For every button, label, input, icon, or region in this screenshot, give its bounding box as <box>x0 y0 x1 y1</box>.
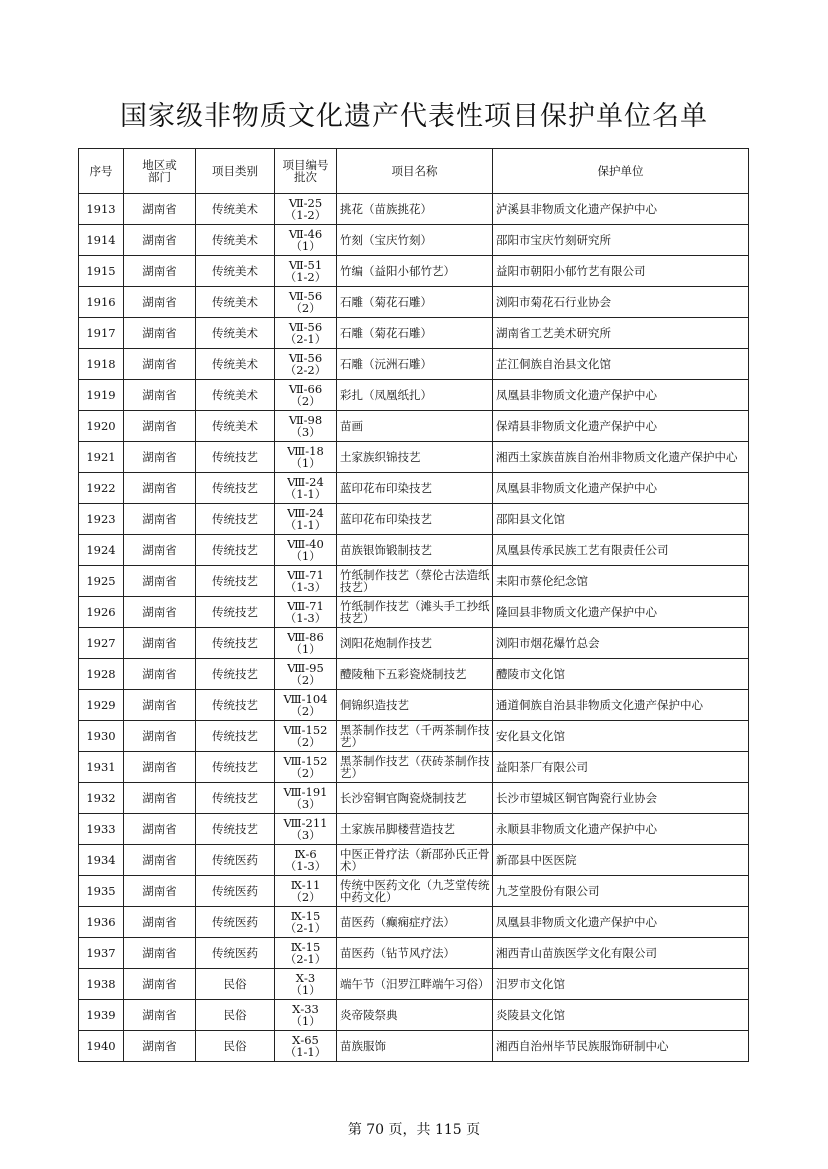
cell-code-number: Ⅷ-191 <box>283 785 328 799</box>
cell-code-number: Ⅸ-15 <box>290 940 321 954</box>
header-region-line2: 部门 <box>148 170 171 184</box>
cell-unit: 益阳茶厂有限公司 <box>493 752 749 783</box>
cell-code-batch: （1） <box>290 642 321 656</box>
cell-no: 1936 <box>79 907 124 938</box>
cell-code <box>275 473 337 504</box>
cell-no: 1935 <box>79 876 124 907</box>
cell-no: 1916 <box>79 287 124 318</box>
cell-code-batch: （3） <box>290 425 321 439</box>
cell-region: 湖南省 <box>124 442 196 473</box>
cell-unit: 凤凰县非物质文化遗产保护中心 <box>493 907 749 938</box>
cell-unit: 湘西土家族苗族自治州非物质文化遗产保护中心 <box>493 442 749 473</box>
cell-code-batch: （3） <box>290 797 321 811</box>
cell-code-batch: （1-3） <box>284 580 327 594</box>
cell-region: 湖南省 <box>124 318 196 349</box>
cell-name: 侗锦织造技艺 <box>337 690 493 721</box>
cell-code <box>275 721 337 752</box>
cell-category: 传统技艺 <box>196 659 275 690</box>
cell-code-batch: （1-1） <box>284 487 327 501</box>
cell-name: 黑茶制作技艺（茯砖茶制作技艺） <box>337 752 493 783</box>
cell-code <box>275 1000 337 1031</box>
table-row <box>79 287 749 318</box>
cell-name: 端午节（汨罗江畔端午习俗） <box>337 969 493 1000</box>
cell-category: 传统技艺 <box>196 504 275 535</box>
cell-no: 1913 <box>79 194 124 225</box>
cell-name: 蓝印花布印染技艺 <box>337 473 493 504</box>
cell-no: 1917 <box>79 318 124 349</box>
cell-region: 湖南省 <box>124 411 196 442</box>
cell-code-number: Ⅸ-11 <box>290 878 321 892</box>
cell-category: 民俗 <box>196 969 275 1000</box>
cell-no: 1929 <box>79 690 124 721</box>
cell-category: 传统医药 <box>196 907 275 938</box>
header-unit: 保护单位 <box>493 149 749 194</box>
cell-code <box>275 628 337 659</box>
table-row <box>79 969 749 1000</box>
header-name: 项目名称 <box>337 149 493 194</box>
cell-unit: 浏阳市烟花爆竹总会 <box>493 628 749 659</box>
table-row <box>79 225 749 256</box>
cell-no: 1926 <box>79 597 124 628</box>
cell-no: 1919 <box>79 380 124 411</box>
cell-code <box>275 814 337 845</box>
cell-unit: 凤凰县非物质文化遗产保护中心 <box>493 380 749 411</box>
table-row <box>79 659 749 690</box>
cell-name: 醴陵釉下五彩瓷烧制技艺 <box>337 659 493 690</box>
table-row <box>79 1031 749 1062</box>
cell-region: 湖南省 <box>124 535 196 566</box>
cell-code-batch: （1） <box>290 983 321 997</box>
cell-name: 竹刻（宝庆竹刻） <box>337 225 493 256</box>
cell-category: 传统美术 <box>196 225 275 256</box>
cell-no: 1915 <box>79 256 124 287</box>
cell-no: 1930 <box>79 721 124 752</box>
cell-unit: 湘西青山苗族医学文化有限公司 <box>493 938 749 969</box>
header-code-line2: 批次 <box>294 170 317 184</box>
cell-no: 1938 <box>79 969 124 1000</box>
table-row <box>79 1000 749 1031</box>
table-row <box>79 318 749 349</box>
cell-unit: 新邵县中医医院 <box>493 845 749 876</box>
cell-unit: 凤凰县非物质文化遗产保护中心 <box>493 473 749 504</box>
cell-code <box>275 194 337 225</box>
table-row <box>79 380 749 411</box>
cell-code-number: Ⅶ-25 <box>288 196 323 210</box>
cell-unit: 安化县文化馆 <box>493 721 749 752</box>
cell-code-batch: （2-1） <box>284 952 327 966</box>
cell-unit: 益阳市朝阳小郁竹艺有限公司 <box>493 256 749 287</box>
cell-name: 苗医药（钻节风疗法） <box>337 938 493 969</box>
cell-category: 传统美术 <box>196 411 275 442</box>
cell-no: 1940 <box>79 1031 124 1062</box>
cell-unit: 耒阳市蔡伦纪念馆 <box>493 566 749 597</box>
cell-no: 1927 <box>79 628 124 659</box>
cell-region: 湖南省 <box>124 752 196 783</box>
cell-code-number: Ⅷ-86 <box>287 630 324 644</box>
cell-code <box>275 969 337 1000</box>
table-row <box>79 690 749 721</box>
cell-region: 湖南省 <box>124 783 196 814</box>
cell-code-number: Ⅶ-56 <box>288 320 323 334</box>
cell-unit: 凤凰县传承民族工艺有限责任公司 <box>493 535 749 566</box>
cell-code-batch: （1） <box>290 1014 321 1028</box>
cell-region: 湖南省 <box>124 659 196 690</box>
cell-name: 中医正骨疗法（新邵孙氏正骨术） <box>337 845 493 876</box>
cell-code-batch: （2-1） <box>284 921 327 935</box>
table-row <box>79 876 749 907</box>
cell-code-number: Ⅷ-71 <box>287 568 324 582</box>
cell-no: 1932 <box>79 783 124 814</box>
table-row <box>79 783 749 814</box>
cell-category: 民俗 <box>196 1000 275 1031</box>
table-row <box>79 194 749 225</box>
cell-unit: 邵阳县文化馆 <box>493 504 749 535</box>
cell-code <box>275 845 337 876</box>
cell-name: 苗医药（癫痫症疗法） <box>337 907 493 938</box>
header-code-line1: 项目编号 <box>282 158 329 172</box>
cell-name: 石雕（沅洲石雕） <box>337 349 493 380</box>
cell-code-batch: （2-1） <box>284 332 327 346</box>
cell-code-batch: （1-2） <box>284 208 327 222</box>
cell-code-number: Ⅶ-46 <box>288 227 323 241</box>
table-row <box>79 411 749 442</box>
cell-region: 湖南省 <box>124 194 196 225</box>
cell-code-number: Ⅷ-24 <box>287 475 324 489</box>
cell-code <box>275 349 337 380</box>
header-code <box>275 149 337 194</box>
cell-name: 浏阳花炮制作技艺 <box>337 628 493 659</box>
cell-name: 石雕（菊花石雕） <box>337 318 493 349</box>
header-region <box>124 149 196 194</box>
cell-code <box>275 256 337 287</box>
cell-code <box>275 597 337 628</box>
cell-name: 彩扎（凤凰纸扎） <box>337 380 493 411</box>
cell-code-batch: （2） <box>290 673 321 687</box>
cell-code-number: Ⅶ-51 <box>288 258 323 272</box>
cell-region: 湖南省 <box>124 1000 196 1031</box>
cell-no: 1939 <box>79 1000 124 1031</box>
cell-code-batch: （1） <box>290 456 321 470</box>
cell-code-number: Ⅶ-66 <box>288 382 323 396</box>
cell-code-batch: （1-3） <box>284 859 327 873</box>
cell-code-number: Ⅹ-65 <box>292 1033 319 1047</box>
cell-name: 炎帝陵祭典 <box>337 1000 493 1031</box>
cell-no: 1925 <box>79 566 124 597</box>
cell-category: 传统技艺 <box>196 814 275 845</box>
cell-region: 湖南省 <box>124 628 196 659</box>
table-row <box>79 535 749 566</box>
cell-region: 湖南省 <box>124 690 196 721</box>
cell-code-number: Ⅸ-6 <box>294 847 317 861</box>
cell-name: 长沙窑铜官陶瓷烧制技艺 <box>337 783 493 814</box>
cell-code-number: Ⅷ-211 <box>283 816 328 830</box>
cell-name: 苗画 <box>337 411 493 442</box>
cell-category: 传统技艺 <box>196 442 275 473</box>
table-row <box>79 597 749 628</box>
cell-region: 湖南省 <box>124 287 196 318</box>
cell-no: 1928 <box>79 659 124 690</box>
cell-category: 传统医药 <box>196 938 275 969</box>
cell-unit: 炎陵县文化馆 <box>493 1000 749 1031</box>
cell-category: 传统美术 <box>196 380 275 411</box>
cell-code-batch: （1） <box>290 549 321 563</box>
cell-unit: 汨罗市文化馆 <box>493 969 749 1000</box>
cell-code-batch: （3） <box>290 828 321 842</box>
cell-unit: 保靖县非物质文化遗产保护中心 <box>493 411 749 442</box>
cell-region: 湖南省 <box>124 597 196 628</box>
cell-name: 竹编（益阳小郁竹艺） <box>337 256 493 287</box>
cell-region: 湖南省 <box>124 938 196 969</box>
cell-region: 湖南省 <box>124 969 196 1000</box>
cell-category: 传统技艺 <box>196 628 275 659</box>
cell-category: 传统技艺 <box>196 783 275 814</box>
cell-unit: 芷江侗族自治县文化馆 <box>493 349 749 380</box>
cell-name: 竹纸制作技艺（滩头手工抄纸技艺） <box>337 597 493 628</box>
cell-code-batch: （1-1） <box>284 1045 327 1059</box>
cell-code-batch: （2） <box>290 704 321 718</box>
cell-no: 1922 <box>79 473 124 504</box>
page-title: 国家级非物质文化遗产代表性项目保护单位名单 <box>120 101 708 132</box>
cell-code <box>275 380 337 411</box>
cell-code-number: Ⅷ-152 <box>283 754 328 768</box>
table-row <box>79 256 749 287</box>
cell-code-batch: （2-2） <box>284 363 327 377</box>
cell-region: 湖南省 <box>124 814 196 845</box>
cell-name: 竹纸制作技艺（蔡伦古法造纸技艺） <box>337 566 493 597</box>
cell-category: 传统技艺 <box>196 473 275 504</box>
cell-code-number: Ⅶ-98 <box>288 413 323 427</box>
cell-code-number: Ⅷ-95 <box>287 661 324 675</box>
cell-code-number: Ⅶ-56 <box>288 351 323 365</box>
cell-code-batch: （1） <box>290 239 321 253</box>
cell-code-number: Ⅷ-104 <box>283 692 328 706</box>
table-row <box>79 721 749 752</box>
cell-unit: 醴陵市文化馆 <box>493 659 749 690</box>
cell-category: 传统医药 <box>196 845 275 876</box>
table-row <box>79 504 749 535</box>
table-row <box>79 442 749 473</box>
table-row <box>79 473 749 504</box>
cell-category: 传统技艺 <box>196 566 275 597</box>
cell-unit: 浏阳市菊花石行业协会 <box>493 287 749 318</box>
cell-region: 湖南省 <box>124 380 196 411</box>
table-row <box>79 628 749 659</box>
cell-no: 1931 <box>79 752 124 783</box>
cell-code-number: Ⅷ-18 <box>287 444 324 458</box>
cell-code <box>275 876 337 907</box>
table-header-row <box>79 149 749 194</box>
cell-unit: 邵阳市宝庆竹刻研究所 <box>493 225 749 256</box>
cell-unit: 湘西自治州毕节民族服饰研制中心 <box>493 1031 749 1062</box>
table-row <box>79 752 749 783</box>
cell-unit: 九芝堂股份有限公司 <box>493 876 749 907</box>
cell-code <box>275 752 337 783</box>
cell-code-number: Ⅷ-152 <box>283 723 328 737</box>
cell-code-number: Ⅷ-24 <box>287 506 324 520</box>
cell-no: 1937 <box>79 938 124 969</box>
cell-category: 传统美术 <box>196 256 275 287</box>
cell-region: 湖南省 <box>124 256 196 287</box>
cell-code <box>275 566 337 597</box>
cell-no: 1934 <box>79 845 124 876</box>
cell-category: 传统技艺 <box>196 690 275 721</box>
cell-unit: 通道侗族自治县非物质文化遗产保护中心 <box>493 690 749 721</box>
cell-code-batch: （1-3） <box>284 611 327 625</box>
cell-code <box>275 442 337 473</box>
cell-category: 传统技艺 <box>196 535 275 566</box>
cell-code-number: Ⅶ-56 <box>288 289 323 303</box>
cell-no: 1924 <box>79 535 124 566</box>
cell-name: 苗族服饰 <box>337 1031 493 1062</box>
table-row <box>79 566 749 597</box>
cell-category: 传统医药 <box>196 876 275 907</box>
cell-code <box>275 690 337 721</box>
cell-unit: 湖南省工艺美术研究所 <box>493 318 749 349</box>
cell-no: 1933 <box>79 814 124 845</box>
cell-code-number: Ⅸ-15 <box>290 909 321 923</box>
cell-category: 传统技艺 <box>196 752 275 783</box>
cell-name: 蓝印花布印染技艺 <box>337 504 493 535</box>
table-row <box>79 907 749 938</box>
cell-name: 黑茶制作技艺（千两茶制作技艺） <box>337 721 493 752</box>
cell-code <box>275 535 337 566</box>
cell-category: 民俗 <box>196 1031 275 1062</box>
cell-region: 湖南省 <box>124 504 196 535</box>
cell-code-batch: （2） <box>290 766 321 780</box>
cell-code-batch: （2） <box>290 394 321 408</box>
cell-unit: 泸溪县非物质文化遗产保护中心 <box>493 194 749 225</box>
cell-code-batch: （2） <box>290 890 321 904</box>
cell-region: 湖南省 <box>124 1031 196 1062</box>
cell-unit: 长沙市望城区铜官陶瓷行业协会 <box>493 783 749 814</box>
cell-no: 1920 <box>79 411 124 442</box>
cell-region: 湖南省 <box>124 721 196 752</box>
cell-code <box>275 907 337 938</box>
cell-code <box>275 1031 337 1062</box>
cell-code <box>275 318 337 349</box>
cell-code-number: Ⅹ-33 <box>292 1002 319 1016</box>
cell-region: 湖南省 <box>124 845 196 876</box>
cell-no: 1921 <box>79 442 124 473</box>
cell-code <box>275 659 337 690</box>
cell-code-batch: （2） <box>290 301 321 315</box>
cell-code-batch: （2） <box>290 735 321 749</box>
header-no: 序号 <box>79 149 124 194</box>
cell-unit: 隆回县非物质文化遗产保护中心 <box>493 597 749 628</box>
cell-code-batch: （1-2） <box>284 270 327 284</box>
cell-code-number: Ⅷ-40 <box>287 537 324 551</box>
table-row <box>79 845 749 876</box>
cell-region: 湖南省 <box>124 566 196 597</box>
cell-region: 湖南省 <box>124 225 196 256</box>
cell-code <box>275 287 337 318</box>
cell-region: 湖南省 <box>124 349 196 380</box>
cell-name: 传统中医药文化（九芝堂传统中药文化） <box>337 876 493 907</box>
cell-code-number: Ⅷ-71 <box>287 599 324 613</box>
cell-region: 湖南省 <box>124 473 196 504</box>
table-row <box>79 349 749 380</box>
cell-code <box>275 225 337 256</box>
cell-no: 1923 <box>79 504 124 535</box>
header-category: 项目类别 <box>196 149 275 194</box>
cell-unit: 永顺县非物质文化遗产保护中心 <box>493 814 749 845</box>
cell-name: 土家族织锦技艺 <box>337 442 493 473</box>
cell-name: 土家族吊脚楼营造技艺 <box>337 814 493 845</box>
cell-code <box>275 783 337 814</box>
cell-region: 湖南省 <box>124 876 196 907</box>
heritage-table <box>78 148 749 1062</box>
cell-category: 传统美术 <box>196 349 275 380</box>
cell-code <box>275 504 337 535</box>
cell-category: 传统美术 <box>196 194 275 225</box>
cell-region: 湖南省 <box>124 907 196 938</box>
cell-name: 挑花（苗族挑花） <box>337 194 493 225</box>
cell-code-batch: （1-1） <box>284 518 327 532</box>
cell-code <box>275 938 337 969</box>
cell-no: 1918 <box>79 349 124 380</box>
table-row <box>79 938 749 969</box>
cell-name: 苗族银饰锻制技艺 <box>337 535 493 566</box>
cell-code-number: Ⅹ-3 <box>295 971 316 985</box>
cell-category: 传统技艺 <box>196 721 275 752</box>
header-region-line1: 地区或 <box>142 158 177 172</box>
cell-no: 1914 <box>79 225 124 256</box>
cell-category: 传统美术 <box>196 318 275 349</box>
table-row <box>79 814 749 845</box>
cell-category: 传统美术 <box>196 287 275 318</box>
cell-category: 传统技艺 <box>196 597 275 628</box>
cell-code <box>275 411 337 442</box>
page-footer: 第 70 页，共 115 页 <box>347 1122 481 1138</box>
cell-name: 石雕（菊花石雕） <box>337 287 493 318</box>
